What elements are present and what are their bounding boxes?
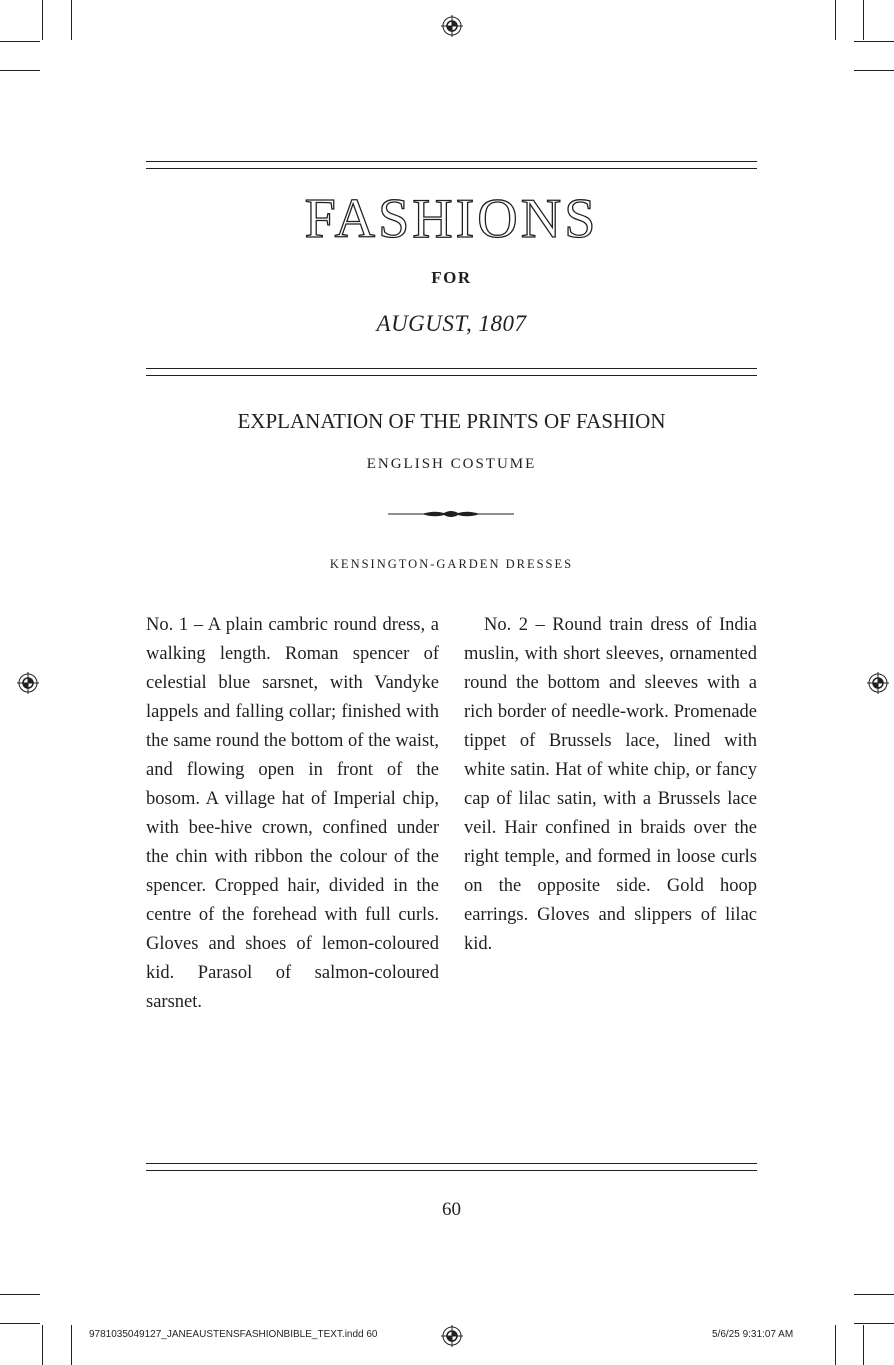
page-number: 60 [442,1199,461,1220]
slug-timestamp: 5/6/25 9:31:07 AM [712,1329,794,1340]
section-heading: KENSINGTON-GARDEN DRESSES [329,557,574,571]
ornamental-divider-icon [386,506,516,522]
crop-mark [863,0,864,40]
header-double-rule [146,368,757,376]
dress-description-1: No. 1 – A plain cambric round dress, a walking length. Roman spencer of celestial blue sarsnet, with Vandyke lappels and falling collar; finished with the same round the bottom of the waist, and flowing open in front of the bosom. A village hat of Imperial chip, with bee-hive crown, confined under the chin with ribbon the colour of the spencer. Cropped hair, divided in the centre of the forehead with full curls. Gloves and shoes of lemon-coloured kid. Parasol of salmon-coloured sarsnet. [146,615,439,1012]
slug-filename: 9781035049127_JANEAUSTENSFASHIONBIBLE_TEXT.indd 60 [89,1329,378,1340]
registration-mark-icon [17,672,39,694]
for-label: FOR [431,268,472,287]
date-label: AUGUST, 1807 [376,311,527,336]
crop-mark [854,1323,894,1324]
english-costume-subheading: ENGLISH COSTUME [366,456,537,472]
crop-mark [863,1325,864,1365]
registration-mark-icon [441,15,463,37]
crop-mark [835,0,836,40]
crop-mark [0,1294,40,1295]
explanation-heading: EXPLANATION OF THE PRINTS OF FASHION [237,409,666,433]
left-column [146,611,439,1017]
crop-mark [42,0,43,40]
top-double-rule [146,161,757,169]
crop-mark [835,1325,836,1365]
crop-mark [0,70,40,71]
footer-double-rule [146,1163,757,1171]
crop-mark [854,41,894,42]
right-column [464,611,757,959]
crop-mark [854,70,894,71]
crop-mark [0,41,40,42]
crop-mark [71,1325,72,1365]
registration-mark-icon [867,672,889,694]
dress-description-2: No. 2 – Round train dress of India muslin, with short sleeves, ornamented round the bottom and sleeves with a rich border of needle-work. Promenade tippet of Brussels lace, lined with white satin. Hat of white chip, or fancy cap of lilac satin, with a Brussels lace veil. Hair confined in braids over the right temple, and formed in loose curls on the opposite side. Gold hoop earrings. Gloves and slippers of lilac kid. [464,615,757,954]
registration-mark-icon [441,1325,463,1347]
page-title: FASHIONS [304,188,599,250]
crop-mark [42,1325,43,1365]
crop-mark [854,1294,894,1295]
crop-mark [71,0,72,40]
crop-mark [0,1323,40,1324]
